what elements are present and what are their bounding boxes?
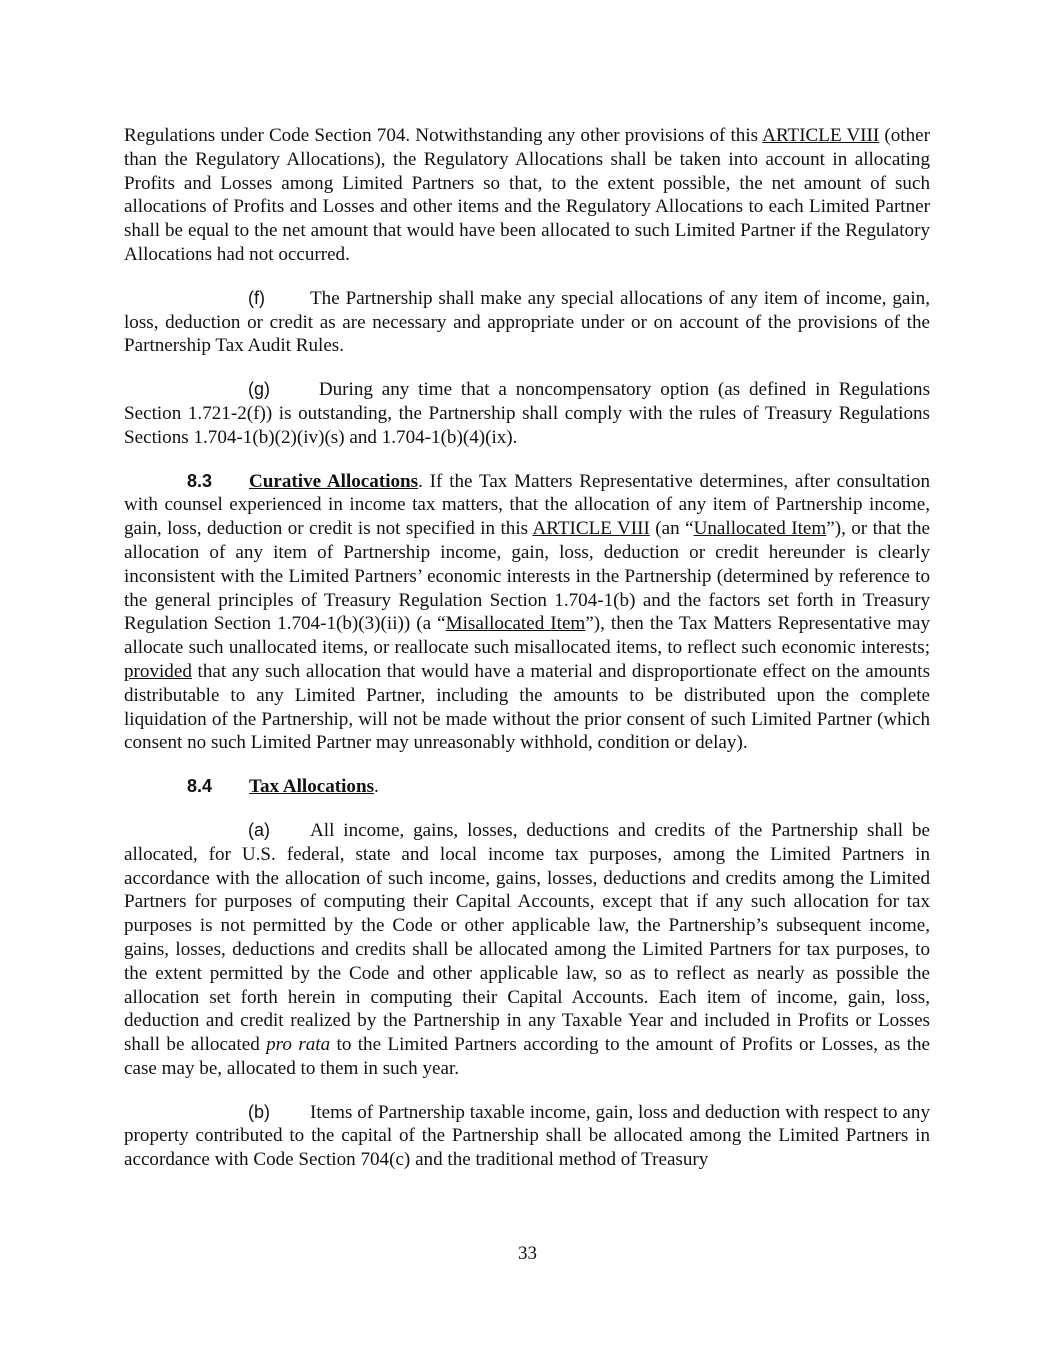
section-number: 8.4 (187, 776, 213, 797)
article-reference: ARTICLE VIII (762, 125, 880, 146)
section-heading: Curative Allocations (249, 470, 419, 492)
paragraph-text: During any time that a noncompensatory option (as defined in Regulations Section 1.721-2(f)) is outstanding, the Partnership shall comply with the rules of Treasury Regulations Sections 1.704-1(b)(2)(iv)(s) and 1.704-1(b)(4)(ix). (124, 379, 930, 448)
paragraph-b (124, 1101, 930, 1172)
paragraph-text: (other than the Regulatory Allocations), the Regulatory Allocations shall be taken into account in allocating Profits and Losses among Limited Partners so that, to the extent possible, the net amount of such allocations of Profits and Losses and other items and the Regulatory Allocations to each Limited Partner shall be equal to the net amount that would have been allocated to such Limited Partner if the Regulatory Allocations had not occurred. (124, 125, 930, 265)
section-heading: Tax Allocations (249, 776, 375, 798)
paragraph-text: that any such allocation that would have a material and disproportionate effect on the amounts distributable to any Limited Partner, including the amounts to be distributed upon the complete liquidation of the Partnership, will not be made without the prior consent of such Limited Partner (which consent no such Limited Partner may unreasonably withhold, condition or delay). (124, 660, 930, 754)
paragraph-text: The Partnership shall make any special allocations of any item of income, gain, loss, deduction or credit as are necessary and appropriate under or on account of the provisions of the Partnership Tax Audit Rules. (124, 287, 930, 357)
paragraph-text: (an “ (649, 518, 694, 540)
document-page (124, 124, 930, 1192)
provided-term: provided (124, 660, 192, 682)
paragraph-e-continued (124, 124, 930, 267)
paragraph-g (124, 378, 930, 449)
paragraph-a (124, 819, 930, 1081)
defined-term: Misallocated Item (445, 613, 586, 635)
paragraph-marker: (f) (248, 287, 265, 308)
page-number: 33 (518, 1243, 537, 1264)
paragraph-text: All income, gains, losses, deductions and credits of the Partnership shall be allocated, for U.S. federal, state and local income tax purposes, among the Limited Partners in accordance with the allocation of such income, gains, losses, deductions and credits among the Limited Partners for purposes of computing their Capital Accounts, except that if any such allocation for tax purposes is not permitted by the Code or other applicable law, the Partnership’s subsequent income, gains, losses, deductions and credits shall be allocated among the Limited Partners for tax purposes, to the extent permitted by the Code and other applicable law, so as to reflect as nearly as possible the allocation set forth herein in computing their Capital Accounts. Each item of income, gain, loss, deduction and credit realized by the Partnership in any Taxable Year and included in Profits or Losses shall be allocated (124, 819, 930, 1056)
paragraph-text: ”), or that the allocation of any item of Partnership income, gain, loss, deduction or credit hereunder is clearly inconsistent with the Limited Partners’ economic interests in the Partnership (determined by reference to the general principles of Treasury Regulation Section 1.704-1(b) and the factors set forth in Treasury Regulation Section 1.704-1(b)(3)(ii)) (a “ (124, 518, 930, 635)
section-8-3 (124, 470, 930, 756)
paragraph-text: Items of Partnership taxable income, gain, loss and deduction with respect to any property contributed to the capital of the Partnership shall be allocated among the Limited Partners in accordance with Code Section 704(c) and the traditional method of Treasury (124, 1101, 930, 1171)
paragraph-marker: (a) (248, 819, 270, 840)
paragraph-text: to the Limited Partners according to the amount of Profits or Losses, as the case may be, allocated to them in such year. (124, 1034, 931, 1079)
paragraph-f (124, 287, 930, 358)
paragraph-marker: (b) (248, 1101, 270, 1122)
italic-term: pro rata (266, 1034, 331, 1056)
article-reference: ARTICLE VIII (532, 518, 650, 540)
section-number: 8.3 (187, 470, 213, 491)
paragraph-marker: (g) (248, 379, 270, 400)
paragraph-text: Regulations under Code Section 704. Notwithstanding any other provisions of this (124, 125, 763, 146)
heading-period: . (374, 776, 379, 798)
paragraph-text: ”), then the Tax Matters Representative may allocate such unallocated items, or reallocate such misallocated items, to reflect such economic interests; (124, 613, 930, 659)
section-8-4 (124, 775, 930, 799)
defined-term: Unallocated Item (693, 518, 827, 540)
paragraph-text: . If the Tax Matters Representative determines, after consultation with counsel experienced in income tax matters, that the allocation of any item of Partnership income, gain, loss, deduction or credit is not specified in this (124, 470, 930, 540)
